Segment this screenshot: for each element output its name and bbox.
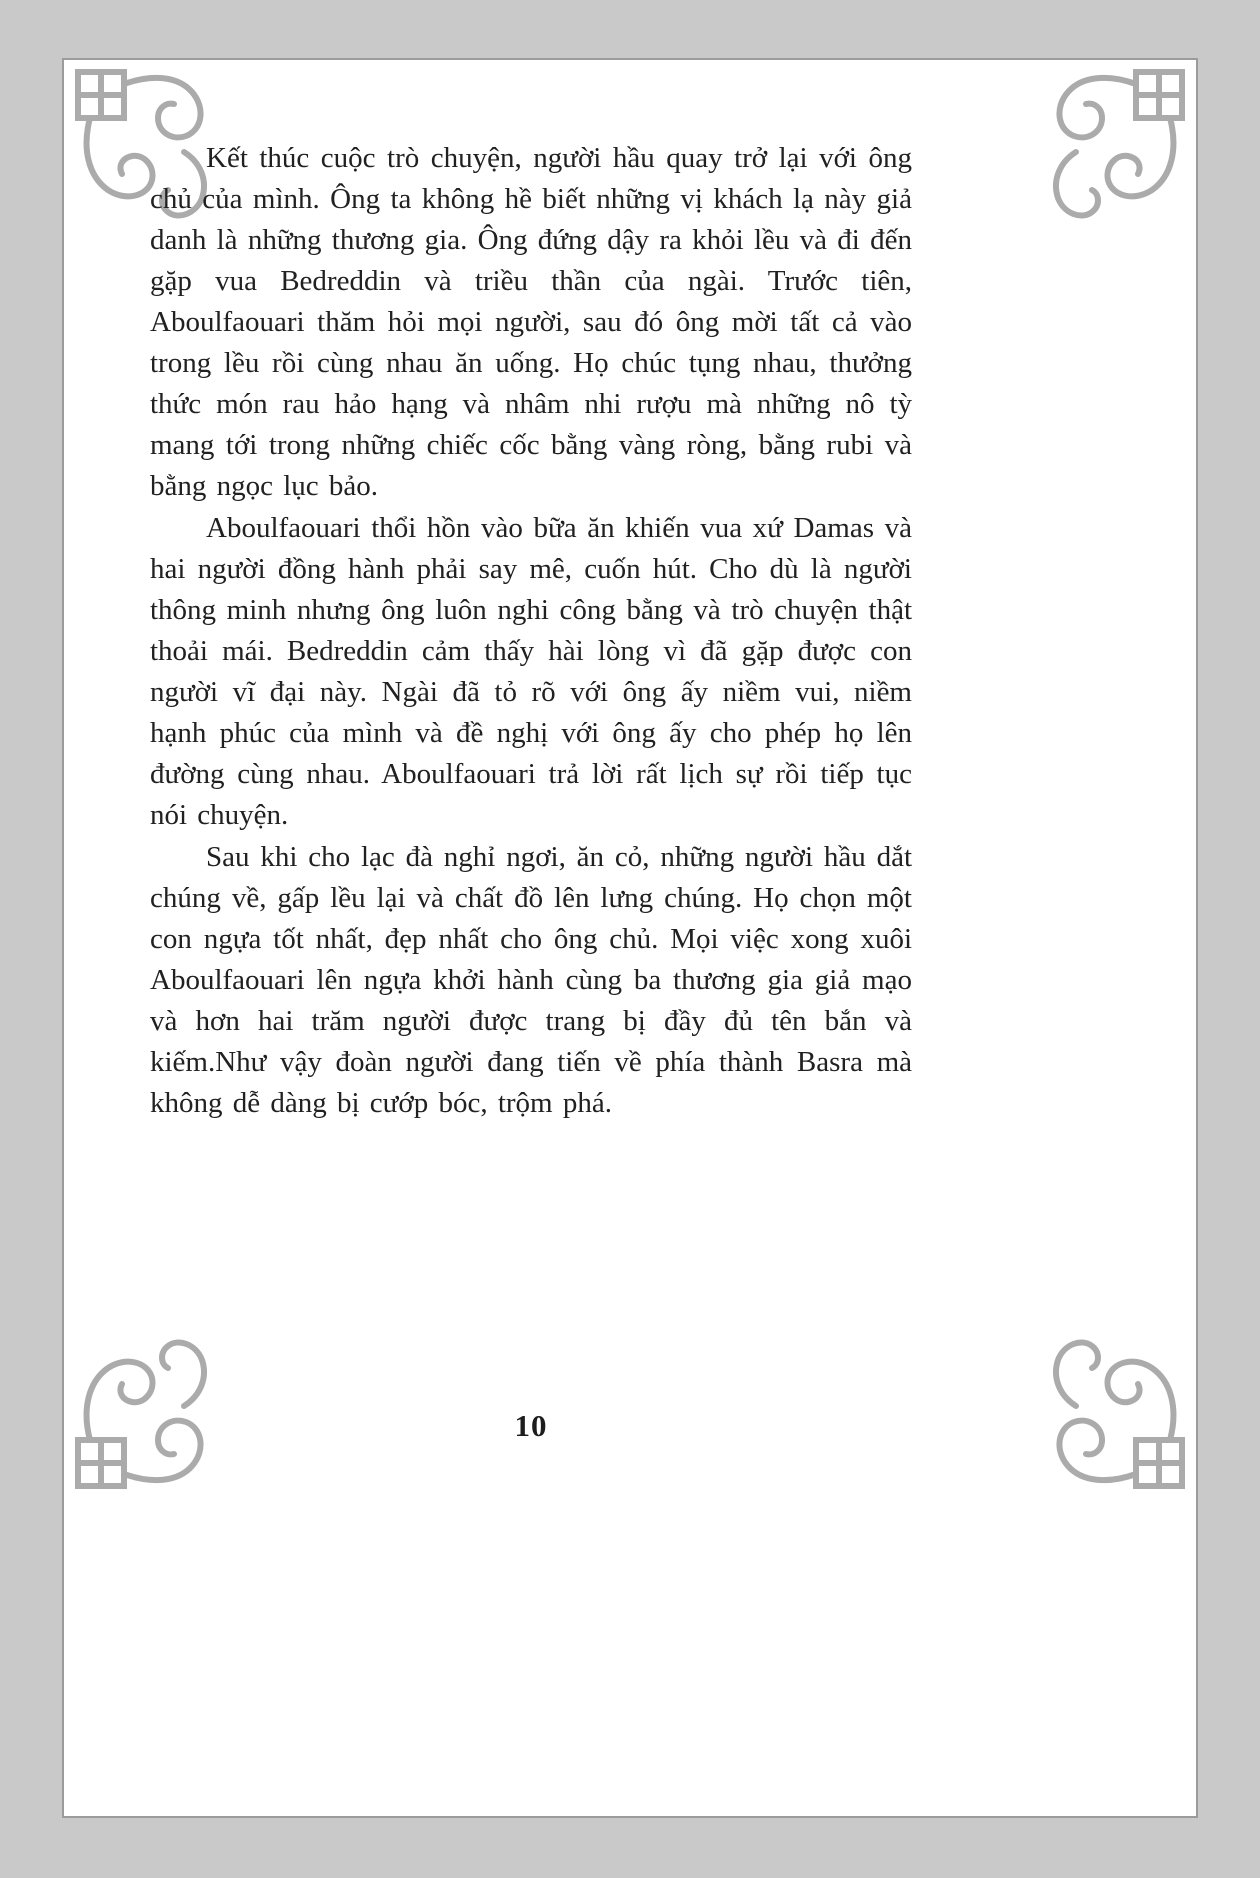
book-page bbox=[62, 58, 1198, 1818]
body-paragraph: Sau khi cho lạc đà nghỉ ngơi, ăn cỏ, những người hầu dắt chúng về, gấp lều lại và chất đồ lên lưng chúng. Họ chọn một con ngựa tốt nhất, đẹp nhất cho ông chủ. Mọi việc xong xuôi Aboulfaouari lên ngựa khởi hành cùng ba thương gia giả mạo và hơn hai trăm người được trang bị đầy đủ tên bắn và kiếm.Như vậy đoàn người đang tiến về phía thành Basra mà không dễ dàng bị cướp bóc, trộm phá. bbox=[150, 841, 912, 1119]
scroll-ornament-bottom-right-icon bbox=[1038, 1332, 1188, 1492]
page-number: 10 bbox=[514, 1408, 548, 1443]
body-text bbox=[150, 138, 912, 1125]
body-paragraph: Kết thúc cuộc trò chuyện, người hầu quay trở lại với ông chủ của mình. Ông ta không hề biết những vị khách lạ này giả danh là những thương gia. Ông đứng dậy ra khỏi lều và đi đến gặp vua Bedreddin và triều thần của ngài. Trước tiên, Aboulfaouari thăm hỏi mọi người, sau đó ông mời tất cả vào trong lều rồi cùng nhau ăn uống. Họ chúc tụng nhau, thưởng thức món rau hảo hạng và nhâm nhi rượu mà những nô tỳ mang tới trong những chiếc cốc bằng vàng ròng, bằng rubi và bằng ngọc lục bảo. bbox=[150, 142, 912, 502]
body-paragraph: Aboulfaouari thổi hồn vào bữa ăn khiến vua xứ Damas và hai người đồng hành phải say mê, cuốn hút. Cho dù là người thông minh nhưng ông luôn nghi công bằng và trò chuyện thật thoải mái. Bedreddin cảm thấy hài lòng vì đã gặp được con người vĩ đại này. Ngài đã tỏ rõ với ông ấy niềm vui, niềm hạnh phúc của mình và đề nghị với ông ấy cho phép họ lên đường cùng nhau. Aboulfaouari trả lời rất lịch sự rồi tiếp tục nói chuyện. bbox=[150, 512, 912, 831]
scroll-ornament-top-right-icon bbox=[1038, 66, 1188, 226]
